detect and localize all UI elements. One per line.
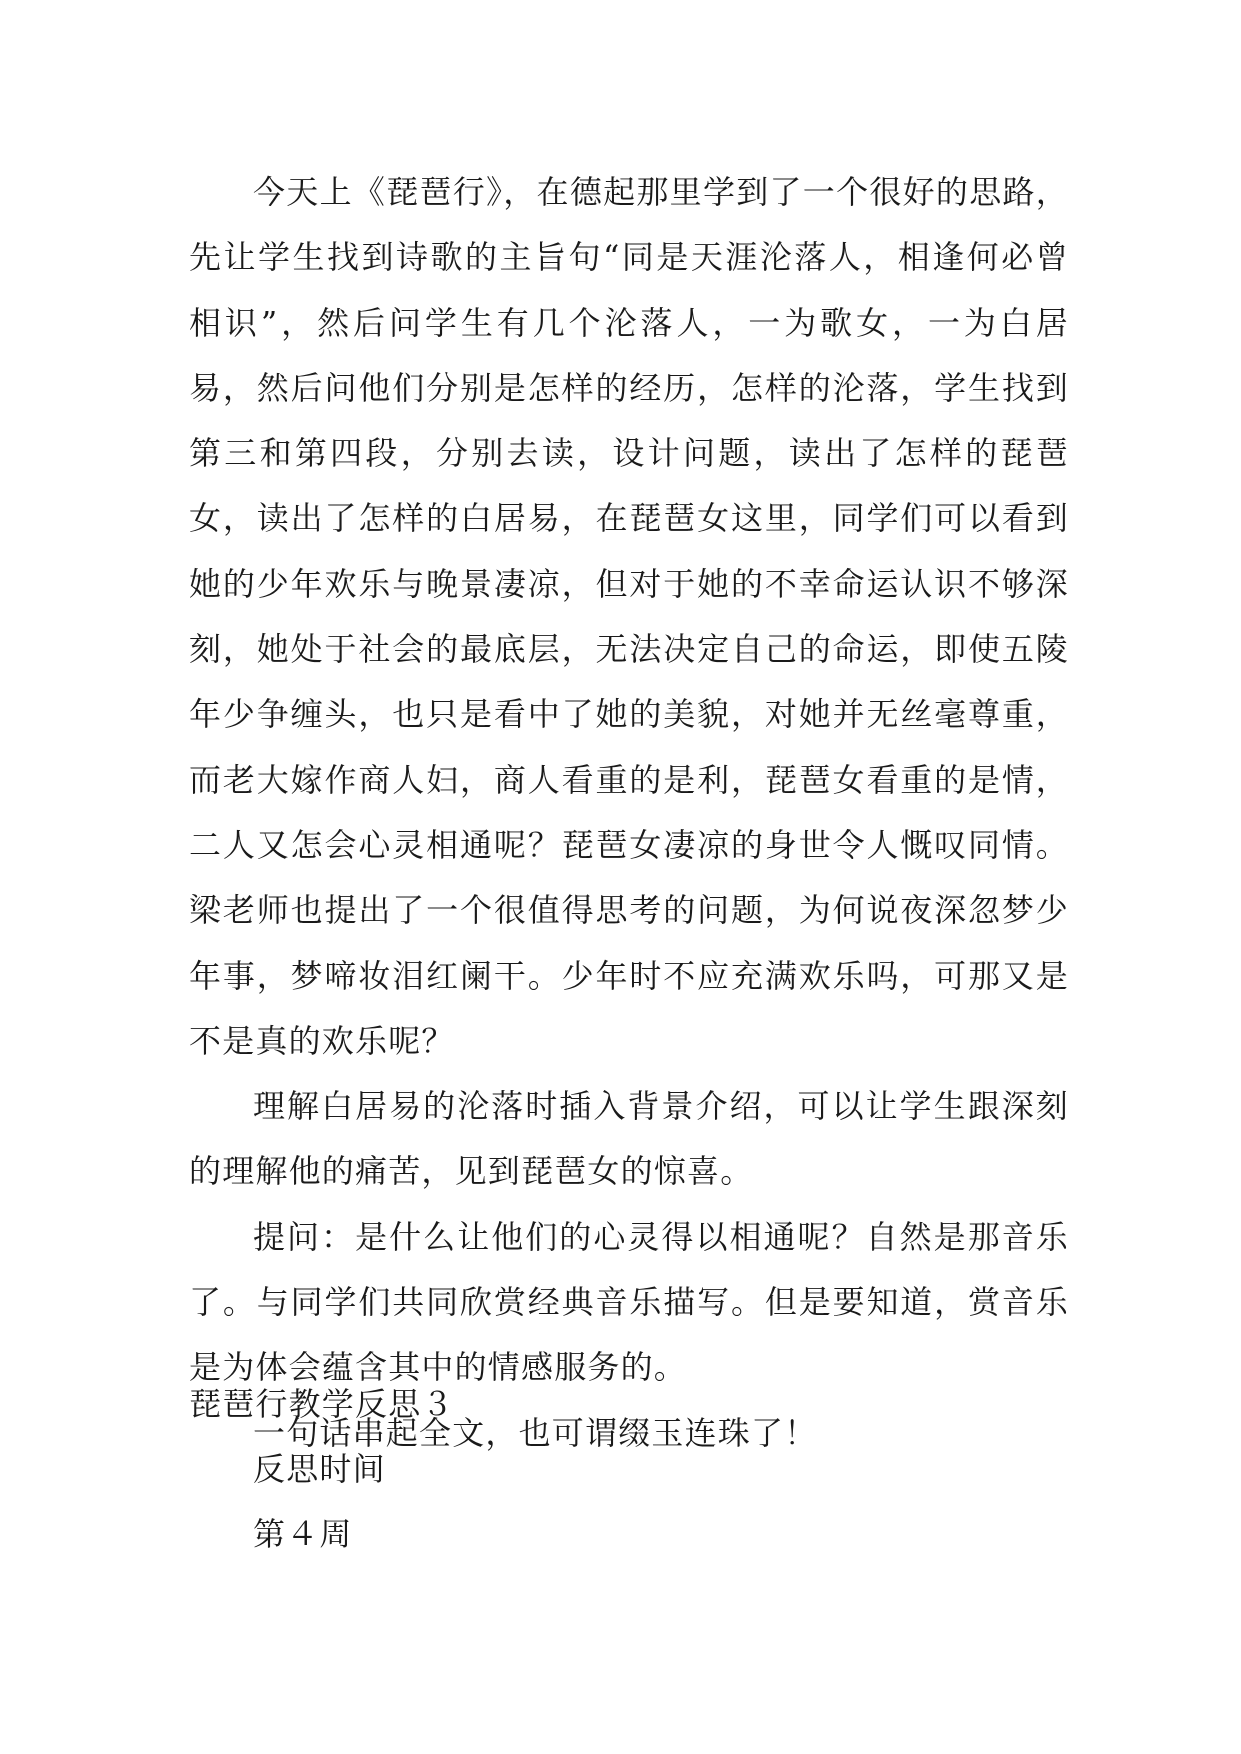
paragraph-2: 理解白居易的沦落时插入背景介绍，可以让学生跟深刻的理解他的痛苦，见到琵琶女的惊喜。 (189, 1087, 1069, 1191)
week-label: 第４周 (253, 1515, 353, 1553)
reflection-time-label: 反思时间 (253, 1450, 386, 1488)
paragraph-1: 今天上《琵琶行》，在德起那里学到了一个很好的思路，先让学生找到诗歌的主旨句“同是天涯沦落人，相逢何必曾相识”，然后问学生有几个沦落人，一为歌女，一为白居易，然后问他们分别是怎样的经历，怎样的沦落，学生找到第三和第四段，分别去读，设计问题，读出了怎样的琵琶女，读出了怎样的白居易，在琵琶女这里，同学们可以看到她的少年欢乐与晚景凄凉，但对于她的不幸命运认识不够深刻，她处于社会的最底层，无法决定自己的命运，即使五陵年少争缠头，也只是看中了她的美貌，对她并无丝毫尊重，而老大嫁作商人妇，商人看重的是利，琵琶女看重的是情，二人又怎会心灵相通呢？琵琶女凄凉的身世令人慨叹同情。梁老师也提出了一个很值得思考的问题，为何说夜深忽梦少年事，梦啼妆泪红阑干。少年时不应充满欢乐吗，可那又是不是真的欢乐呢？ (189, 173, 1069, 1060)
paragraph-3: 提问：是什么让他们的心灵得以相通呢？自然是那音乐了。与同学们共同欣赏经典音乐描写。但是要知道，赏音乐是为体会蕴含其中的情感服务的。 (189, 1217, 1069, 1387)
paragraph-4: 一句话串起全文，也可谓缀玉连珠了！ (253, 1413, 818, 1452)
section-title: 琵琶行教学反思３ (189, 1385, 455, 1423)
body-text (189, 160, 1069, 1466)
